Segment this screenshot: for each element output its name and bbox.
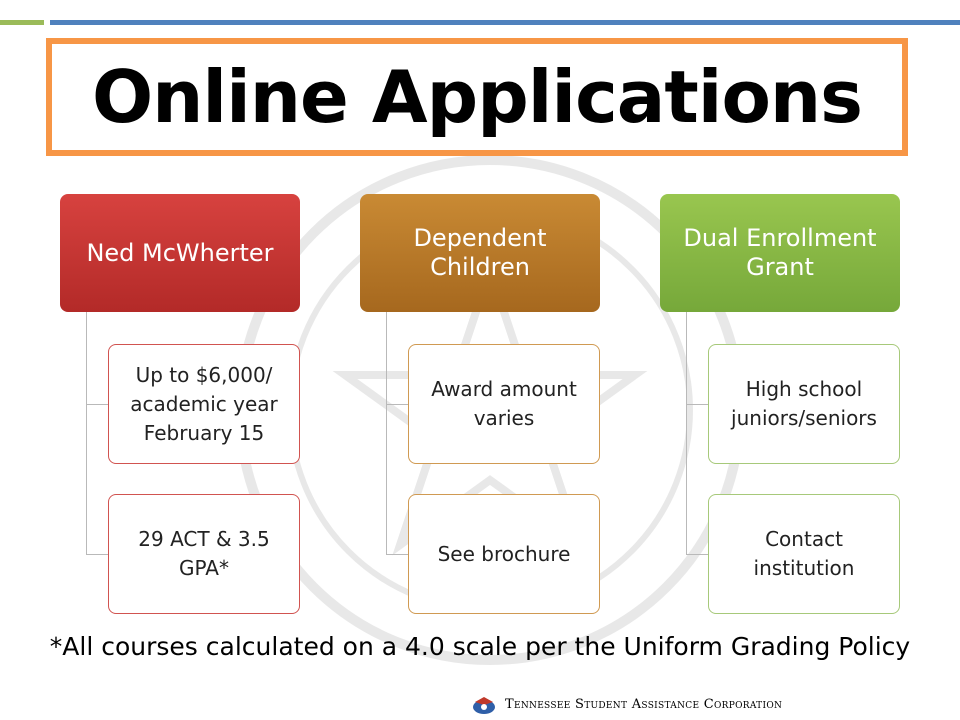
- footnote: *All courses calculated on a 4.0 scale per the Uniform Grading Policy: [49, 632, 911, 661]
- item-award-amount: [108, 344, 300, 464]
- item-text: Contact institution: [753, 527, 855, 580]
- header-label: Dependent Children: [413, 224, 547, 281]
- item-text: Award amount varies: [431, 377, 577, 430]
- item-requirements: [108, 494, 300, 614]
- header-label: Ned McWherter: [86, 238, 274, 267]
- connector-line: [386, 312, 387, 554]
- item-contact: [708, 494, 900, 614]
- item-award-amount: [408, 344, 600, 464]
- item-text: See brochure: [437, 541, 571, 566]
- connector-line: [86, 312, 87, 554]
- connector-branch: [86, 554, 108, 555]
- item-text: High school juniors/seniors: [731, 377, 877, 430]
- connector-line: [686, 312, 687, 554]
- connector-branch: [386, 404, 408, 405]
- header-label: Dual Enrollment Grant: [683, 224, 877, 281]
- connector-branch: [686, 404, 708, 405]
- title-box: [46, 38, 908, 156]
- item-eligibility: [708, 344, 900, 464]
- connector-branch: [86, 404, 108, 405]
- connector-branch: [386, 554, 408, 555]
- slide-title: Online Applications: [91, 55, 863, 139]
- top-accent-bar-blue: [50, 20, 960, 25]
- header-dependent-children: [360, 194, 600, 312]
- header-ned-mcwherter: [60, 194, 300, 312]
- tsac-logo-icon: [472, 695, 496, 715]
- footer-org-name: Tennessee Student Assistance Corporation: [505, 697, 783, 712]
- header-dual-enrollment-grant: [660, 194, 900, 312]
- connector-branch: [686, 554, 708, 555]
- item-text: 29 ACT & 3.5 GPA*: [138, 527, 270, 580]
- item-brochure: [408, 494, 600, 614]
- item-text: Up to $6,000/ academic year February 15: [130, 362, 278, 445]
- top-accent-bar-green: [0, 20, 44, 25]
